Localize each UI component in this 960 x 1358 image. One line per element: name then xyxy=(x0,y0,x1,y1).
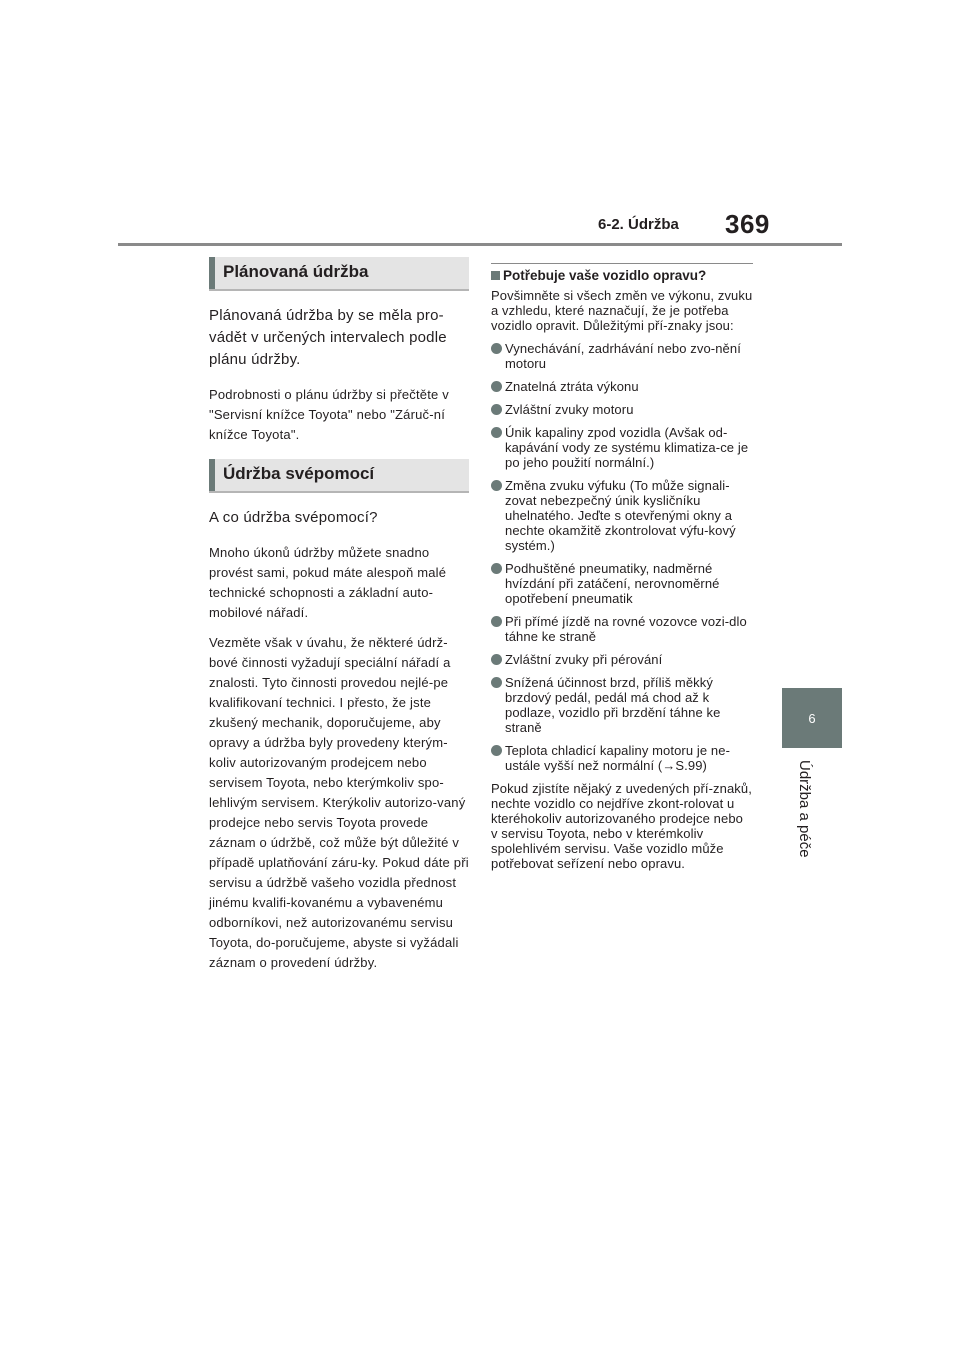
paragraph-service-book: Podrobnosti o plánu údržby si přečtěte v "Servisní knížce Toyota" nebo "Záruč-ní knížce Toyota". xyxy=(209,387,449,442)
heading-accent-bar xyxy=(209,459,215,491)
square-bullet-icon xyxy=(491,271,500,280)
list-item xyxy=(491,652,753,667)
repair-heading xyxy=(491,263,753,286)
list-item xyxy=(491,341,753,371)
lead-planned: Plánovaná údržba by se měla pro-vádět v určených intervalech podle plánu údržby. xyxy=(209,307,447,368)
page-number: 369 xyxy=(725,209,770,239)
bullet-dot-icon xyxy=(491,381,502,392)
bullet-dot-icon xyxy=(491,427,502,438)
section-heading-self xyxy=(209,459,469,493)
list-item xyxy=(491,743,753,773)
list-item xyxy=(491,478,753,553)
section-title: 6-2. Údržba xyxy=(598,216,679,233)
list-item xyxy=(491,614,753,644)
left-column xyxy=(209,257,469,983)
list-item-text: Při přímé jízdě na rovné vozovce vozi-dlo táhne ke straně xyxy=(505,614,747,644)
list-item xyxy=(491,425,753,470)
list-item-text: Únik kapaliny zpod vozidla (Avšak od-kapávání vody ze systému klimatiza-ce je po jeho použití normální.) xyxy=(505,425,749,470)
list-item xyxy=(491,675,753,735)
chapter-number: 6 xyxy=(808,710,816,726)
bullet-dot-icon xyxy=(491,343,502,354)
repair-intro: Povšimněte si všech změn ve výkonu, zvuku a vzhledu, které naznačují, že je potřeba vozidlo opravit. Důležitými pří-znaky jsou: xyxy=(491,288,753,333)
bullet-dot-icon xyxy=(491,654,502,665)
header-rule xyxy=(118,243,842,246)
list-item-text: Znatelná ztráta výkonu xyxy=(505,379,639,394)
bullet-dot-icon xyxy=(491,404,502,415)
right-column xyxy=(491,263,753,879)
list-item xyxy=(491,561,753,606)
list-item-text: Podhuštěné pneumatiky, nadměrné hvízdání při zatáčení, nerovnoměrné opotřebení pneumatik xyxy=(505,561,720,606)
bullet-dot-icon xyxy=(491,563,502,574)
list-item xyxy=(491,379,753,394)
list-item-text: Vynechávání, zadrhávání nebo zvo-nění motoru xyxy=(505,341,741,371)
list-item-text: Zvláštní zvuky při pérování xyxy=(505,652,663,667)
repair-closing: Pokud zjistíte nějaký z uvedených pří-znaků, nechte vozidlo co nejdříve zkont-rolovat u kteréhokoliv autorizovaného prodejce nebo v servisu Toyota, nebo v kterémkoliv spolehlivém servisu. Vaše vozidlo může potřebovat seřízení nebo opravu. xyxy=(491,781,752,871)
repair-heading-text: Potřebuje vaše vozidlo opravu? xyxy=(503,268,707,283)
bullet-dot-icon xyxy=(491,677,502,688)
heading-self-maintenance: Údržba svépomocí xyxy=(223,464,375,483)
bullet-dot-icon xyxy=(491,745,502,756)
bullet-dot-icon xyxy=(491,616,502,627)
chapter-label xyxy=(795,760,819,880)
list-item-text: Změna zvuku výfuku (To může signali-zovat nebezpečný únik kysličníku uhelnatého. Jeďte s otevřenými okny a nechte okamžitě zkontrolovat výfu-kový systém.) xyxy=(505,478,736,553)
lead-self: A co údržba svépomocí? xyxy=(209,509,378,526)
list-item xyxy=(491,402,753,417)
chapter-label-text: Údržba a péče xyxy=(796,760,813,858)
heading-accent-bar xyxy=(209,257,215,289)
section-heading-planned xyxy=(209,257,469,291)
heading-planned-maintenance: Plánovaná údržba xyxy=(223,262,369,281)
paragraph-warning: Vezměte však v úvahu, že některé údrž-bové činnosti vyžadují speciální nářadí a znalosti. Tyto činnosti provedou nejlé-pe kvalifikovaní technici. I přesto, že jste zkušený mechanik, doporučujeme, aby opravy a údržba byly provedeny kterým-koliv autorizovaným prodejcem nebo servisem Toyota, nebo kterýmkoliv spo-lehlivým servisem. Kterýkoliv autorizo-vaný prodejce nebo servis Toyota provede záznam o údržbě, což může být důležité v případě uplatňování záru-ky. Pokud dáte při servisu a údržbě vašeho vozidla přednost jinému kvalifi-kovanému a vybavenému odborníkovi, než autorizovanému servisu Toyota, do-poručujeme, abyste si vyžádali záznam o provedení údržby. xyxy=(209,635,469,970)
list-item-text: Teplota chladicí kapaliny motoru je ne-ustále vyšší než normální (→S.99) xyxy=(505,743,731,773)
paragraph-self-tasks: Mnoho úkonů údržby můžete snadno provést sami, pokud máte alespoň malé technické schopnosti a základní auto-mobilové nářadí. xyxy=(209,545,447,620)
chapter-tab[interactable] xyxy=(782,688,842,748)
list-item-text: Zvláštní zvuky motoru xyxy=(505,402,634,417)
bullet-dot-icon xyxy=(491,480,502,491)
list-item-text: Snížená účinnost brzd, příliš měkký brzdový pedál, pedál má chod až k podlaze, vozidlo při brzdění táhne ke straně xyxy=(505,675,721,735)
